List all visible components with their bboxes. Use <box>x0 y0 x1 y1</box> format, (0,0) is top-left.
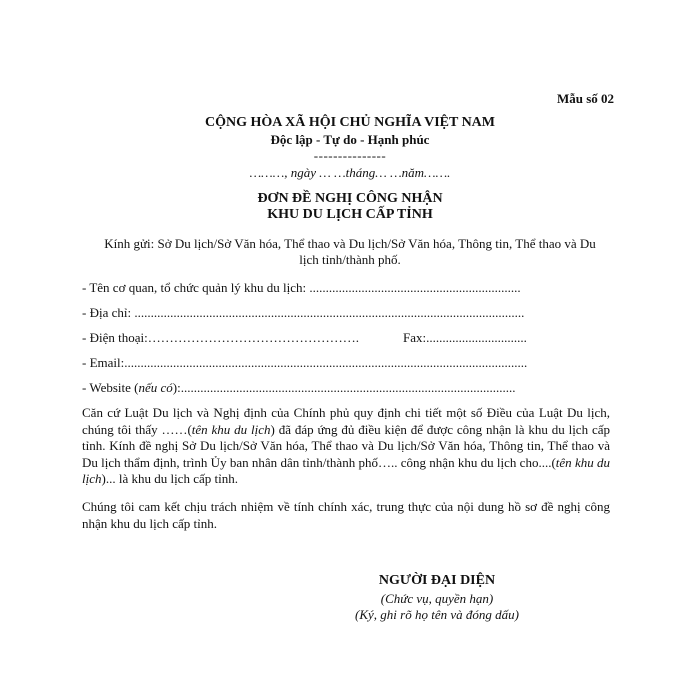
signatory-role: (Chức vụ, quyền hạn) <box>380 591 494 606</box>
header-divider: --------------- <box>313 148 387 163</box>
request-text-1: Căn cứ Luật Du lịch và Nghị định của Chính phủ quy định chi tiết một số Điều của Luật Du lịch, chúng tôi thấy ……( <box>82 405 610 437</box>
request-text-3: )... là khu du lịch cấp tỉnh. <box>101 471 238 486</box>
country-name: CỘNG HÒA XÃ HỘI CHỦ NGHĨA VIỆT NAM <box>204 115 495 130</box>
document-title-line1: ĐƠN ĐỀ NGHỊ CÔNG NHẬN <box>257 191 443 206</box>
form-number: Mẫu số 02 <box>557 91 615 106</box>
fax-field: Fax:............................... <box>403 330 527 345</box>
email-field: - Email:............................................................................................................................ <box>82 355 528 370</box>
addressee-line2: lịch tỉnh/thành phố. <box>299 252 401 267</box>
commitment-paragraph: Chúng tôi cam kết chịu trách nhiệm về tính chính xác, trung thực của nội dung hồ sơ đề nghị công nhận khu du lịch cấp tỉnh. <box>82 499 610 531</box>
addressee-line1: Kính gửi: Sở Du lịch/Sở Văn hóa, Thể thao và Du lịch/Sở Văn hóa, Thông tin, Thể thao và Du <box>104 236 596 251</box>
website-field <box>82 380 515 396</box>
date-line: ………, ngày … …tháng… …năm……. <box>249 165 451 180</box>
document-title-line2: KHU DU LỊCH CẤP TỈNH <box>267 207 433 222</box>
website-label-optional: nếu có <box>138 380 173 395</box>
website-label-end: ):....................................................................................................... <box>172 380 516 395</box>
request-text-2: ) đã đáp ứng đủ điều kiện để được công nhận là khu du lịch cấp tỉnh. Kính đề nghị Sở Du lịch/Sở Văn hóa, Thể thao và Du lịch/Sở Văn hóa, Thông tin, Thể thao và Du lịch thẩm định, trình Ủy ban nhân dân tỉnh/thành phố….. công nhận khu du lịch cho....( <box>82 421 610 470</box>
signature-instruction: (Ký, ghi rõ họ tên và đóng dấu) <box>355 607 519 622</box>
website-label-start: - Website ( <box>82 380 139 395</box>
org-name-field: - Tên cơ quan, tổ chức quản lý khu du lịch: ................................................................. <box>82 280 521 295</box>
address-field: - Địa chỉ: ........................................................................................................................ <box>82 305 525 320</box>
signatory-title: NGƯỜI ĐẠI DIỆN <box>378 573 496 588</box>
national-motto: Độc lập - Tự do - Hạnh phúc <box>270 132 430 147</box>
tourism-area-placeholder-2: tên khu du lịch <box>82 454 611 486</box>
phone-field: - Điện thoại:…………………………………………. <box>82 330 359 345</box>
request-paragraph <box>82 405 610 488</box>
tourism-area-placeholder-1: tên khu du lịch <box>191 421 271 437</box>
